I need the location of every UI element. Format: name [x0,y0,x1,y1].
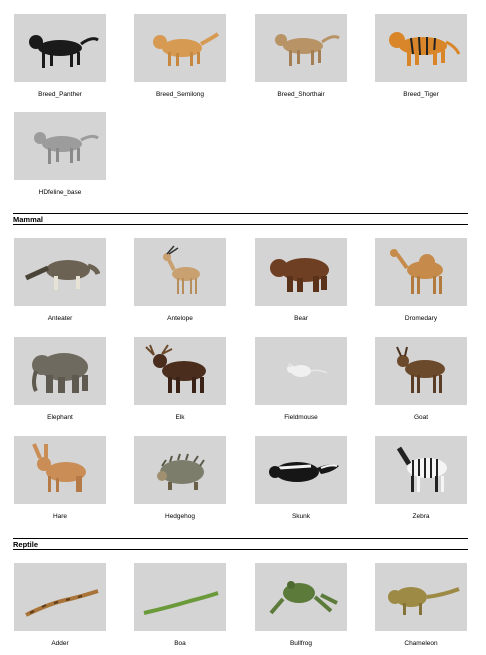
thumbnail-image[interactable] [14,563,106,631]
thumbnail-image[interactable] [375,337,467,405]
feline-base-icon [20,118,100,174]
thumbnail-label: Breed_Semilong [155,91,205,98]
dromedary-icon [381,244,461,300]
adder-icon [20,569,100,625]
thumbnail-tile[interactable] [255,238,347,323]
elephant-icon [20,343,100,399]
thumbnail-image[interactable] [375,563,467,631]
thumbnail-label: Bullfrog [289,640,313,647]
thumbnail-label: Hare [52,513,68,520]
thumbnail-tile[interactable] [14,238,106,323]
thumbnail-tile[interactable] [375,563,467,648]
bullfrog-icon [261,569,341,625]
thumbnail-image[interactable] [134,337,226,405]
thumbnail-label: Breed_Tiger [403,91,439,98]
thumbnail-image[interactable] [14,14,106,82]
thumbnail-label: Elephant [47,414,73,421]
thumbnail-label: Dromedary [404,315,438,322]
thumbnail-image[interactable] [134,238,226,306]
thumbnail-image[interactable] [375,436,467,504]
thumbnail-tile[interactable] [14,436,106,521]
thumbnail-tile[interactable] [134,337,226,422]
thumbnail-tile[interactable] [375,238,467,323]
thumbnail-image[interactable] [255,337,347,405]
thumbnail-label: Hedgehog [165,513,195,520]
thumbnail-image[interactable] [14,112,106,180]
thumbnail-tile[interactable] [375,436,467,521]
thumbnail-image[interactable] [134,563,226,631]
thumbnail-image[interactable] [134,436,226,504]
section-rule-bottom [13,549,468,550]
cat-semilong-icon [140,20,220,76]
section-rule-top [13,538,468,539]
thumbnail-tile[interactable] [14,563,106,648]
thumbnail-tile[interactable] [375,337,467,422]
antelope-icon [140,244,220,300]
thumbnail-image[interactable] [14,436,106,504]
thumbnail-image[interactable] [255,563,347,631]
thumbnail-image[interactable] [14,238,106,306]
thumbnail-image[interactable] [134,14,226,82]
anteater-icon [20,244,100,300]
thumbnail-label: Antelope [167,315,193,322]
thumbnail-image[interactable] [375,238,467,306]
elk-icon [140,343,220,399]
thumbnail-tile[interactable] [14,337,106,422]
thumbnail-tile[interactable] [255,337,347,422]
thumbnail-image[interactable] [255,436,347,504]
thumbnail-tile[interactable] [375,14,467,99]
thumbnail-tile[interactable] [14,14,106,99]
tiger-icon [381,20,461,76]
panther-icon [20,20,100,76]
thumbnail-image[interactable] [255,14,347,82]
thumbnail-label: Boa [174,640,186,647]
thumbnail-image[interactable] [14,337,106,405]
thumbnail-label: Skunk [291,513,311,520]
section-title: Reptile [13,540,39,549]
bear-icon [261,244,341,300]
thumbnail-tile[interactable] [14,112,106,197]
zebra-icon [381,442,461,498]
hare-icon [20,442,100,498]
boa-icon [140,569,220,625]
thumbnail-tile[interactable] [134,14,226,99]
section-rule-top [13,213,468,214]
thumbnail-tile[interactable] [255,436,347,521]
thumbnail-label: Elk [175,414,185,421]
thumbnail-label: Zebra [412,513,430,520]
section-header-mammal [13,215,468,224]
thumbnail-tile[interactable] [134,238,226,323]
thumbnail-label: HDfeline_base [38,189,82,196]
thumbnail-label: Breed_Shorthair [277,91,325,98]
thumbnail-label: Breed_Panther [38,91,82,98]
thumbnail-label: Chameleon [404,640,438,647]
fieldmouse-icon [261,343,341,399]
thumbnail-tile[interactable] [255,563,347,648]
section-rule-bottom [13,224,468,225]
hedgehog-icon [140,442,220,498]
thumbnail-label: Goat [413,414,429,421]
goat-icon [381,343,461,399]
thumbnail-label: Fieldmouse [284,414,318,421]
thumbnail-image[interactable] [375,14,467,82]
thumbnail-label: Adder [51,640,69,647]
thumbnail-tile[interactable] [255,14,347,99]
section-header-reptile [13,540,468,549]
skunk-icon [261,442,341,498]
thumbnail-image[interactable] [255,238,347,306]
thumbnail-tile[interactable] [134,436,226,521]
section-title: Mammal [13,215,44,224]
cat-shorthair-icon [261,20,341,76]
thumbnail-tile[interactable] [134,563,226,648]
thumbnail-label: Bear [294,315,308,322]
chameleon-icon [381,569,461,625]
thumbnail-label: Anteater [47,315,73,322]
